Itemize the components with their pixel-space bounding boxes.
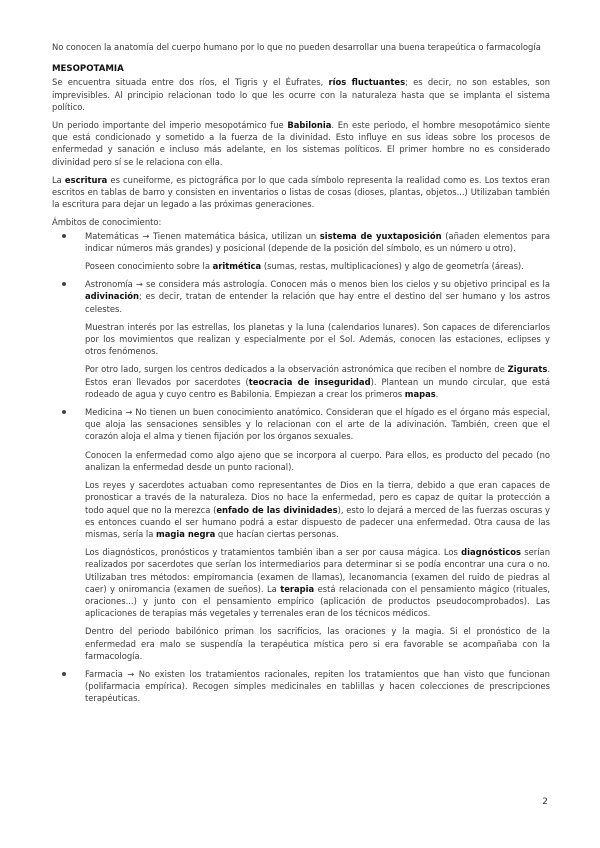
bullet-icon <box>62 234 66 238</box>
knowledge-areas-list <box>52 230 550 705</box>
text-span: ). Plantean un mundo circular, que está rodeado de agua y cuyo centro es Babilonia. Empiezan a crear los primeros <box>85 376 550 399</box>
bold-term: escritura <box>64 174 108 185</box>
text-span: serían realizados por sacerdotes que serían los intermediarios para determinar si se podía encontrar una cura o no. Utilizaban tres métodos: empiromancia (examen de llamas), lecanomancia (examen del ruido de piedras al caer) y oniromancia (examen de sueños). La <box>85 547 550 594</box>
text-span: ), esto lo dejará a merced de las fuerzas oscuras y es entonces cuando el ser humano podrá a estar dispuesto de padecer una enfermedad. Otra causa de las mismas, sería la <box>85 504 550 539</box>
text-span: . En este periodo, el hombre mesopotámico siente que está condicionado y sometido a la fuerza de la divinidad. Esto influye en sus ideas sobre los procesos de enfermedad y sanación e incluso más adelante, en los sistemas políticos. El primer hombre no es considerado divinidad pero sí se le relaciona con ella. <box>52 120 550 167</box>
medicine-paragraph-1: Medicina → No tienen un buen conocimiento anatómico. Consideran que el hígado es el órgano más especial, que aloja las sensaciones sensibles y lo relacionan con el arte de la adivinación. También, creen que el corazón aloja el alma y tienen fijación por los órganos sexuales. <box>85 407 550 442</box>
bold-term: ríos fluctuantes <box>328 77 406 88</box>
text-span: Por otro lado, surgen los centros dedicados a la observación astronómica que reciben el nombre de <box>85 364 508 375</box>
paragraph-escritura <box>52 174 550 211</box>
areas-label: Ámbitos de conocimiento: <box>52 217 162 228</box>
text-span: Se encuentra situada entre dos ríos, el Tigris y el Éufrates, <box>52 77 329 88</box>
text-span: (añaden elementos para indicar números más grandes) y posicional (depende de la posición del símbolo, es un número u otro). <box>85 230 551 253</box>
bold-term: Babilonia <box>287 120 332 131</box>
math-paragraph-2 <box>85 260 550 272</box>
medicine-paragraph-5: Dentro del periodo babilónico priman los sacrificios, las oraciones y la magia. Si el pronóstico de la enfermedad era malo se suspendía la terapéutica mística pero si era favorable se acompañaba con la farmacología. <box>85 626 550 661</box>
list-item-medicine <box>52 406 550 662</box>
list-item-pharmacy <box>52 668 550 705</box>
bold-term: sistema de yuxtaposición <box>319 230 442 241</box>
text-span: Los diagnósticos, pronósticos y tratamientos también iban a ser por causa mágica. Los <box>85 547 462 558</box>
paragraph-geography <box>52 76 550 113</box>
text-span: está relacionada con el pensamiento mágico (rituales, oraciones...) y junto con el pensamiento empírico (aplicación de productos pseudocomprobados). Las aplicaciones de terapias más vegetales y terrenales eran de los técnicos médicos. <box>85 583 551 619</box>
text-span: La <box>52 174 65 185</box>
astronomy-paragraph-3 <box>85 363 550 400</box>
text-span: (sumas, restas, multiplicaciones) y algo de geometría (áreas). <box>261 261 524 272</box>
intro-paragraph: No conocen la anatomía del cuerpo humano por lo que no pueden desarrollar una buena terapeútica o farmacología <box>52 42 541 52</box>
text-span: Los reyes y sacerdotes actuaban como representantes de Dios en la tierra, debido a que eran capaces de pronosticar a través de la naturaleza. Dios no hace la enfermedad, pero es capaz de quitar la protección a todo aquel que no la merezca ( <box>85 480 550 515</box>
section-heading: MESOPOTAMIA <box>52 64 124 75</box>
page-number: 2 <box>542 797 548 807</box>
bold-term: diagnósticos <box>461 547 521 558</box>
bullet-icon <box>62 672 66 676</box>
medicine-paragraph-2: Conocen la enfermedad como algo ajeno que se incorpora al cuerpo. Para ellos, es producto del pecado (no analizan la enfermedad desde un punto racional). <box>85 449 550 472</box>
medicine-paragraph-3 <box>85 479 550 540</box>
bold-term: terapia <box>280 583 315 594</box>
text-span: . Estos eran llevados por sacerdotes ( <box>85 364 550 387</box>
text-span: que hacían ciertas personas. <box>215 528 339 539</box>
text-span: Poseen conocimiento sobre la <box>85 261 213 272</box>
bold-term: mapas <box>404 388 436 399</box>
list-item-math <box>52 230 550 273</box>
text-span: ; es decir, no son estables, son imprevisibles. Al principio relacionan todo lo que les ocurre con la naturaleza hasta que se implanta el sistema político. <box>52 77 550 112</box>
document-page <box>52 41 550 711</box>
bold-term: adivinación <box>85 291 140 302</box>
text-span: . <box>435 388 439 399</box>
text-span: Un periodo importante del imperio mesopotámico fue <box>52 120 288 131</box>
bullet-icon <box>62 410 66 414</box>
bold-term: enfado de las divinidades <box>216 504 338 515</box>
astronomy-paragraph-2: Muestran interés por las estrellas, los planetas y la luna (calendarios lunares). Son capaces de diferenciarlos por los movimientos que realizan y especialmente por el Sol. Además, conocen las estaciones, eclipses y otros fenómenos. <box>85 321 550 357</box>
math-paragraph-1 <box>85 230 550 254</box>
bold-term: Zigurats <box>507 364 548 375</box>
paragraph-babilonia <box>52 119 550 168</box>
medicine-paragraph-4 <box>85 546 550 619</box>
text-span: es cuneiforme, es pictográfica por lo que cada símbolo representa la realidad como es. Los textos eran escritos en tablas de barro y consisten en inventarios o listas de cosas (dioses, plantas, objetos...) Utilizaban también la escritura para dejar un legado a las próximas generaciones. <box>52 174 550 210</box>
bold-term: aritmética <box>212 261 262 272</box>
bullet-icon <box>62 282 66 286</box>
text-span: Matemáticas → Tienen matemática básica, utilizan un <box>85 230 320 241</box>
text-span: ; es decir, tratan de entender la relación que hay entre el destino del ser humano y los astros celestes. <box>85 291 550 314</box>
bold-term: magia negra <box>156 528 216 539</box>
list-item-astronomy <box>52 278 550 400</box>
text-span: Astronomía → se considera más astrología. Conocen más o menos bien los cielos y su objetivo principal es la <box>85 279 550 290</box>
pharmacy-paragraph-1: Farmacia → No existen los tratamientos racionales, repiten los tratamientos que han visto que funcionan (polifarmacia empírica). Recogen simples medicinales en tablillas y hacen colecciones de prescripciones terapéuticas. <box>85 668 550 704</box>
bold-term: teocracia de inseguridad <box>248 376 371 387</box>
astronomy-paragraph-1 <box>85 278 550 315</box>
